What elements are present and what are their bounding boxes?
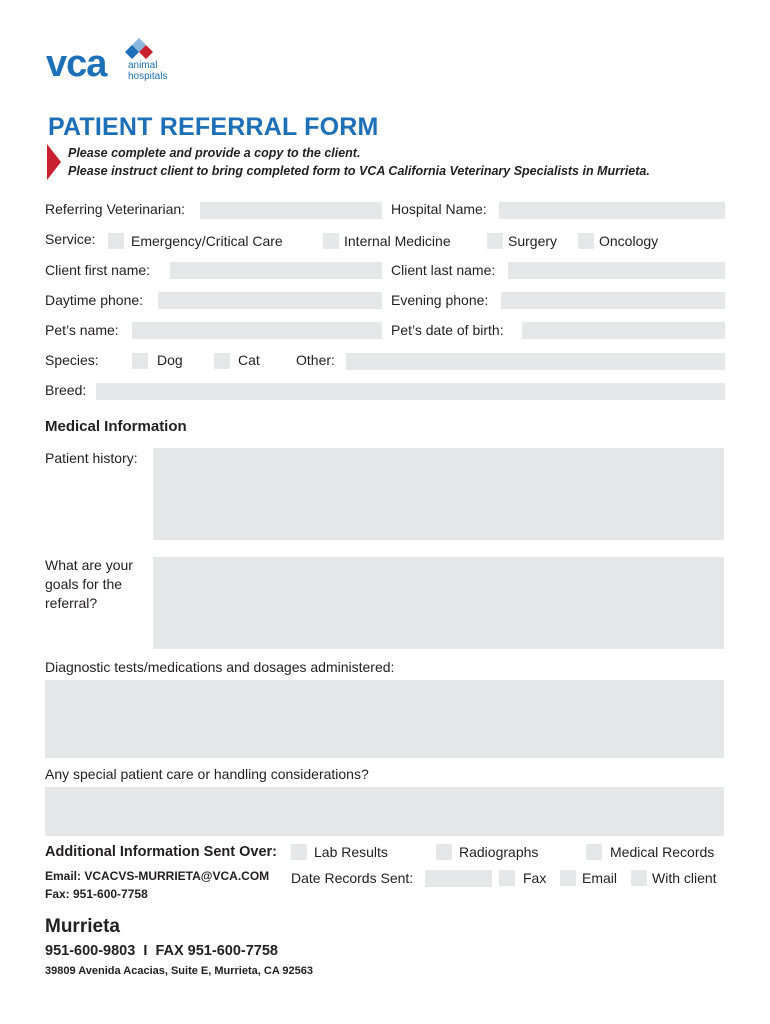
logo-subline-1: animal [128, 60, 158, 71]
goals-label-line-3: referral? [45, 595, 98, 611]
service-emergency-checkbox[interactable] [108, 233, 124, 249]
service-surgery-label: Surgery [508, 233, 558, 249]
diamond-logo-icon [124, 38, 154, 60]
logo-subline-2: hospitals [128, 71, 168, 82]
pet-dob-input[interactable] [522, 322, 725, 339]
vca-logo [46, 38, 186, 88]
page-title: PATIENT REFERRAL FORM [48, 113, 379, 141]
lab-results-checkbox[interactable] [291, 844, 307, 860]
radiographs-label: Radiographs [459, 844, 539, 860]
with-client-label: With client [652, 870, 717, 886]
service-oncology-checkbox[interactable] [578, 233, 594, 249]
species-cat-checkbox[interactable] [214, 353, 230, 369]
with-client-checkbox[interactable] [631, 870, 647, 886]
pet-name-label: Pet’s name: [45, 322, 119, 338]
instruction-line-1: Please complete and provide a copy to the client. [68, 146, 361, 160]
referring-vet-label: Referring Veterinarian: [45, 201, 186, 217]
species-other-label: Other: [296, 352, 335, 368]
patient-history-label: Patient history: [45, 450, 138, 466]
species-dog-checkbox[interactable] [132, 353, 148, 369]
breed-label: Breed: [45, 382, 87, 398]
hospital-name-label: Hospital Name: [391, 201, 487, 217]
evening-phone-label: Evening phone: [391, 292, 489, 308]
date-sent-label: Date Records Sent: [291, 870, 414, 886]
goals-textarea[interactable] [153, 557, 724, 649]
daytime-phone-input[interactable] [158, 292, 382, 309]
contact-fax: Fax: 951-600-7758 [45, 887, 148, 901]
additional-info-heading: Additional Information Sent Over: [45, 844, 278, 860]
footer-city: Murrieta [45, 916, 120, 937]
service-emergency-label: Emergency/Critical Care [131, 233, 283, 249]
lab-results-label: Lab Results [314, 844, 388, 860]
evening-phone-input[interactable] [501, 292, 725, 309]
client-last-label: Client last name: [391, 262, 496, 278]
species-dog-label: Dog [157, 352, 183, 368]
fax-label: Fax [523, 870, 547, 886]
special-care-textarea[interactable] [45, 787, 724, 836]
goals-label-line-1: What are your [45, 557, 133, 573]
species-other-input[interactable] [346, 353, 725, 370]
instruction-line-2: Please instruct client to bring completed form to VCA California Veterinary Specialists in Murrieta. [68, 164, 650, 178]
goals-label-line-2: goals for the [45, 576, 123, 592]
footer-phones: 951-600-9803 I FAX 951-600-7758 [45, 943, 278, 959]
service-internal-medicine-checkbox[interactable] [323, 233, 339, 249]
medical-records-label: Medical Records [610, 844, 715, 860]
service-oncology-label: Oncology [599, 233, 659, 249]
hospital-name-input[interactable] [499, 202, 725, 219]
email-checkbox[interactable] [560, 870, 576, 886]
diagnostic-label: Diagnostic tests/medications and dosages administered: [45, 659, 395, 675]
client-first-input[interactable] [170, 262, 382, 279]
pet-name-input[interactable] [132, 322, 382, 339]
date-sent-input[interactable] [425, 870, 492, 887]
medical-records-checkbox[interactable] [586, 844, 602, 860]
email-label: Email [582, 870, 618, 886]
contact-email: Email: VCACVS-MURRIETA@VCA.COM [45, 869, 270, 883]
service-surgery-checkbox[interactable] [487, 233, 503, 249]
pet-dob-label: Pet’s date of birth: [391, 322, 504, 338]
medical-info-heading: Medical Information [45, 418, 187, 435]
radiographs-checkbox[interactable] [436, 844, 452, 860]
fax-checkbox[interactable] [499, 870, 515, 886]
footer-address: 39809 Avenida Acacias, Suite E, Murrieta, CA 92563 [45, 965, 314, 977]
service-label: Service: [45, 231, 96, 247]
diagnostic-textarea[interactable] [45, 680, 724, 758]
special-care-label: Any special patient care or handling considerations? [45, 766, 369, 782]
referring-vet-input[interactable] [200, 202, 382, 219]
species-cat-label: Cat [238, 352, 260, 368]
red-arrow-icon [47, 144, 61, 180]
logo-wordmark: vca [46, 43, 107, 85]
patient-history-textarea[interactable] [153, 448, 724, 540]
breed-input[interactable] [96, 383, 725, 400]
client-last-input[interactable] [508, 262, 725, 279]
client-first-label: Client first name: [45, 262, 151, 278]
daytime-phone-label: Daytime phone: [45, 292, 144, 308]
species-label: Species: [45, 352, 99, 368]
service-internal-medicine-label: Internal Medicine [344, 233, 451, 249]
